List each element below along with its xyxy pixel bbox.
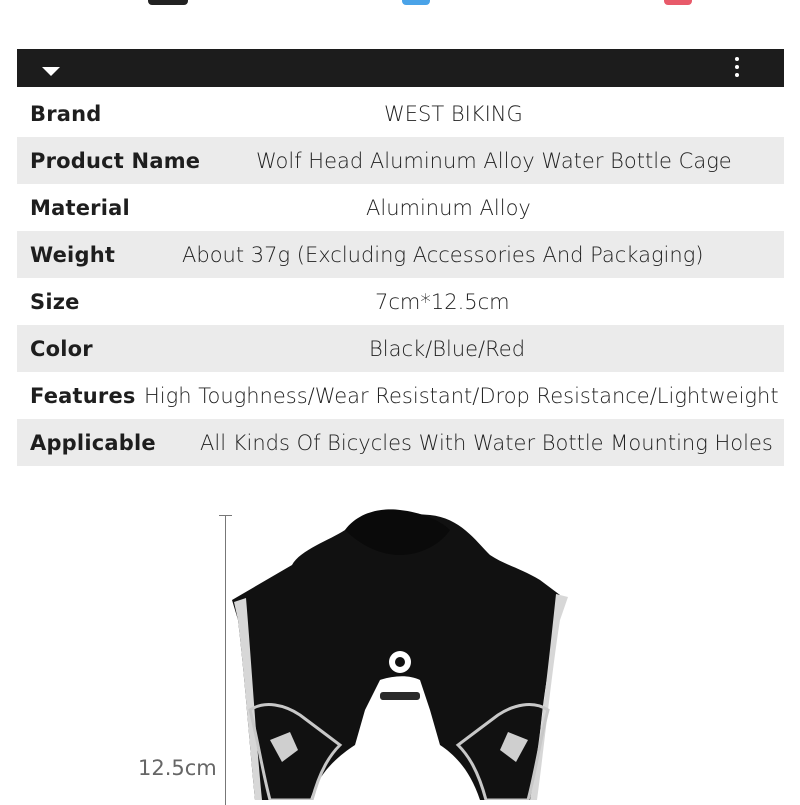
more-vertical-icon[interactable] [734,57,740,81]
spec-row-brand [17,90,784,137]
spec-label: Size [30,289,80,314]
bottle-cage-image [0,470,800,800]
spec-label: Features [30,383,136,408]
spec-row-applicable [17,419,784,466]
black-variant-swatch [148,0,188,5]
spec-value: High Toughness/Wear Resistant/Drop Resistance/Lightweight [144,383,779,408]
spec-label: Product Name [30,148,201,173]
product-image-area [0,470,800,800]
spec-row-size [17,278,784,325]
spec-value: About 37g (Excluding Accessories And Packaging) [182,242,704,267]
spec-row-features [17,372,784,419]
spec-row-material [17,184,784,231]
spec-row-color [17,325,784,372]
color-variant-strip [0,0,800,10]
blue-variant-swatch [402,0,430,5]
spec-value: All Kinds Of Bicycles With Water Bottle Mounting Holes [200,430,773,455]
spec-value: Wolf Head Aluminum Alloy Water Bottle Cage [256,148,732,173]
spec-value: 7cm*12.5cm [375,289,510,314]
spec-row-weight [17,231,784,278]
spec-row-product-name [17,137,784,184]
spec-label: Applicable [30,430,156,455]
spec-value: Black/Blue/Red [369,336,526,361]
spec-table [17,90,784,466]
spec-label: Material [30,195,130,220]
caret-down-icon[interactable] [42,67,60,76]
spec-label: Brand [30,101,102,126]
spec-value: Aluminum Alloy [366,195,531,220]
height-dimension-label: 12.5cm [138,756,217,780]
spec-label: Color [30,336,93,361]
spec-label: Weight [30,242,116,267]
spec-value: WEST BIKING [384,101,523,126]
spec-header-bar [17,49,784,87]
red-variant-swatch [664,0,692,5]
